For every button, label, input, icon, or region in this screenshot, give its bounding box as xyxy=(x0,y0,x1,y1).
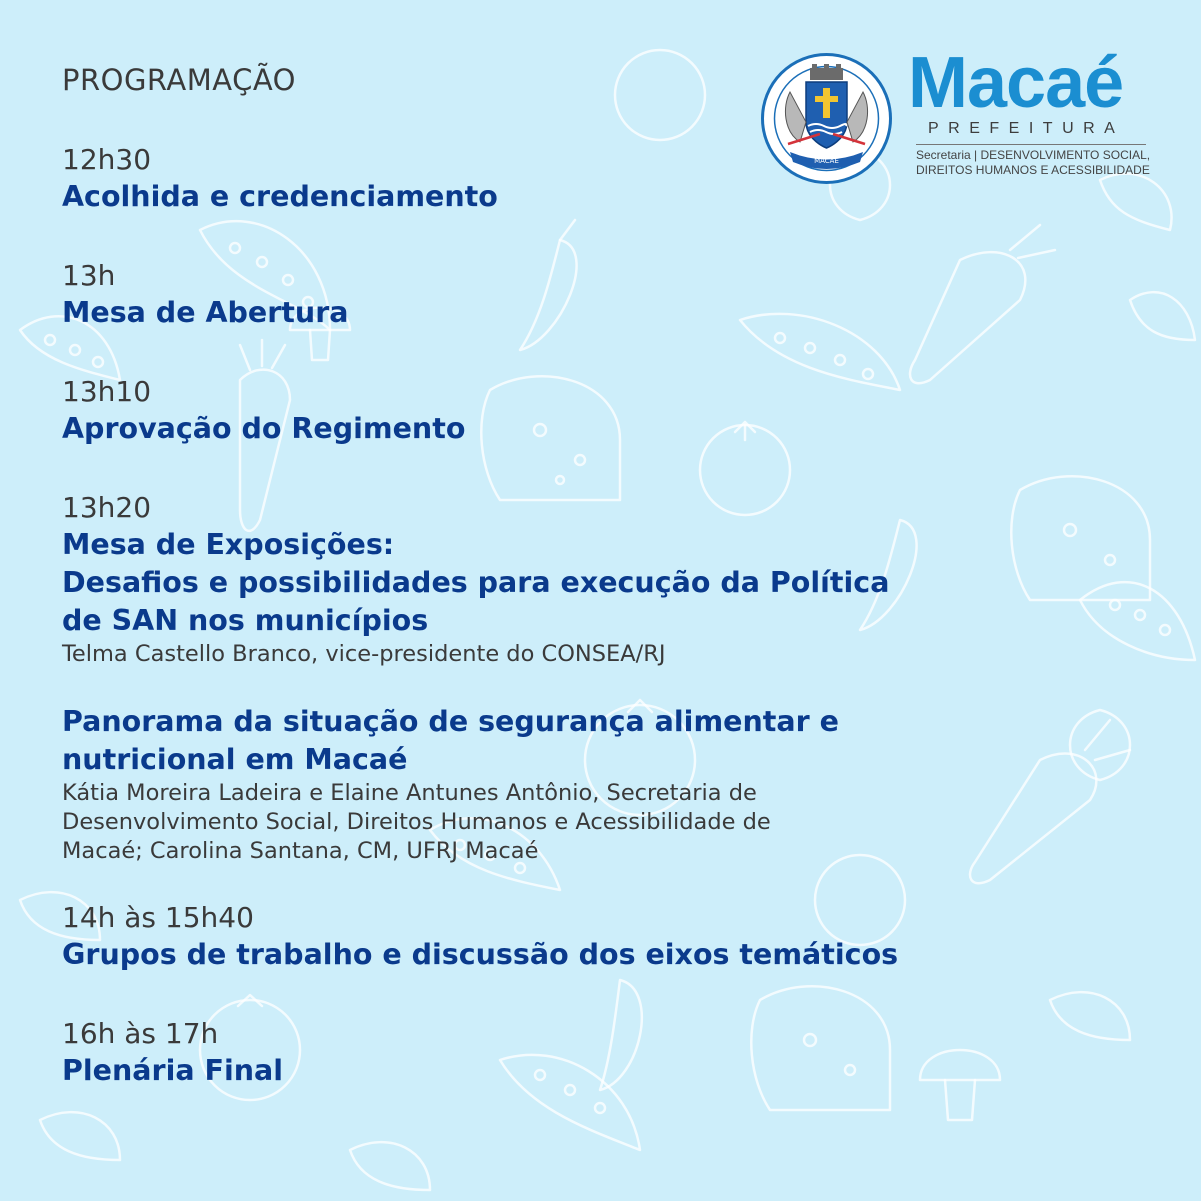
brand-name: Macaé xyxy=(908,43,1124,123)
schedule-time: 16h às 17h xyxy=(62,1017,219,1050)
schedule-item xyxy=(62,900,1062,974)
secretaria-line-2: DIREITOS HUMANOS E ACESSIBILIDADE xyxy=(916,163,1150,177)
program-schedule xyxy=(62,62,1062,1132)
schedule-time: 13h10 xyxy=(62,375,152,408)
schedule-time: 13h xyxy=(62,259,116,292)
schedule-title-line-3: de SAN nos municípios xyxy=(62,604,429,637)
schedule-title: Acolhida e credenciamento xyxy=(62,180,498,213)
schedule-time: 13h20 xyxy=(62,491,152,524)
schedule-title-line-1: Mesa de Exposições: xyxy=(62,528,395,561)
schedule-item xyxy=(62,374,1062,448)
schedule-title-line-2: nutricional em Macaé xyxy=(62,743,408,776)
schedule-title: Aprovação do Regimento xyxy=(62,412,466,445)
schedule-title: Grupos de trabalho e discussão dos eixos temáticos xyxy=(62,938,899,971)
page-title: PROGRAMAÇÃO xyxy=(62,63,297,97)
brand-subtitle: PREFEITURA xyxy=(928,120,1125,137)
schedule-title-line-2: Desafios e possibilidades para execução da Política xyxy=(62,566,890,599)
schedule-speaker-line-2: Desenvolvimento Social, Direitos Humanos e Acessibilidade de xyxy=(62,809,771,835)
schedule-item xyxy=(62,1016,1062,1090)
schedule-speaker: Telma Castello Branco, vice-presidente do CONSEA/RJ xyxy=(62,641,666,667)
schedule-speaker-line-1: Kátia Moreira Ladeira e Elaine Antunes Antônio, Secretaria de xyxy=(62,780,757,806)
pea-pod-icon xyxy=(1080,582,1195,660)
schedule-title: Plenária Final xyxy=(62,1054,284,1087)
schedule-title-line-1: Panorama da situação de segurança alimentar e xyxy=(62,705,839,738)
schedule-time: 14h às 15h40 xyxy=(62,901,254,934)
schedule-item xyxy=(62,142,1062,216)
schedule-title: Mesa de Abertura xyxy=(62,296,349,329)
schedule-item xyxy=(62,490,1062,669)
schedule-item xyxy=(62,703,1062,866)
garlic-icon xyxy=(1070,710,1130,780)
schedule-time: 12h30 xyxy=(62,143,152,176)
svg-text:MACAÉ: MACAÉ xyxy=(814,157,839,165)
schedule-speaker-line-3: Macaé; Carolina Santana, CM, UFRJ Macaé xyxy=(62,838,539,864)
secretaria-line-1: Secretaria | DESENVOLVIMENTO SOCIAL, xyxy=(916,148,1151,162)
schedule-item xyxy=(62,258,1062,332)
